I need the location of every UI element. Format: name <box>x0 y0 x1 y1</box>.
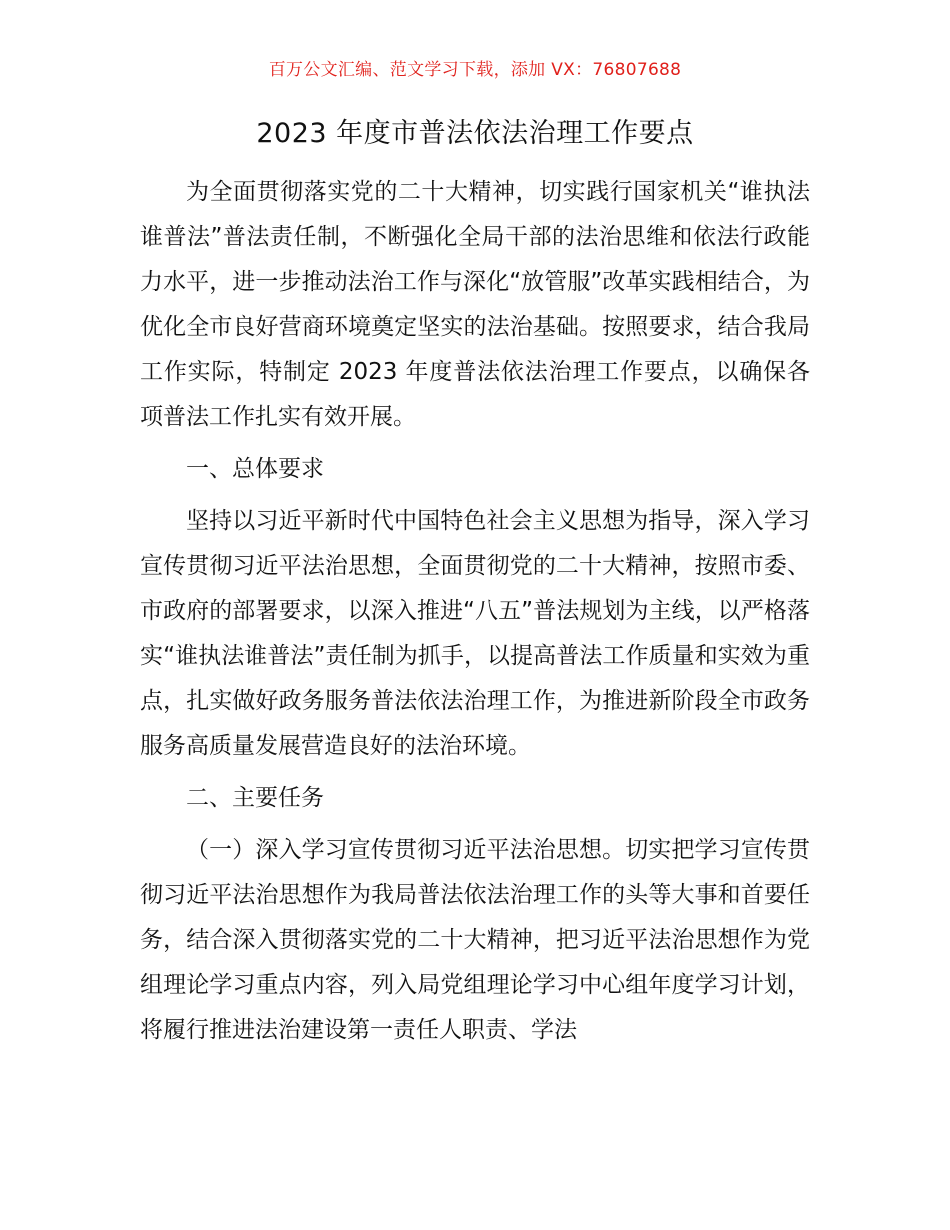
main-tasks-paragraph-1: （一）深入学习宣传贯彻习近平法治思想。切实把学习宣传贯彻习近平法治思想作为我局普法依法治理工作的头等大事和首要任务，结合深入贯彻落实党的二十大精神，把习近平法治思想作为党组理论学习重点内容，列入局党组理论学习中心组年度学习计划，将履行推进法治建设第一责任人职责、学法 <box>140 837 810 1043</box>
section-heading-general-requirements: 一、总体要求 <box>186 456 324 482</box>
document-body <box>140 170 810 1053</box>
header-contact-note: 百万公文汇编、范文学习下载，添加 VX：76807688 <box>268 60 682 80</box>
section-heading-main-tasks: 二、主要任务 <box>186 785 324 811</box>
general-requirements-paragraph: 坚持以习近平新时代中国特色社会主义思想为指导，深入学习宣传贯彻习近平法治思想，全面贯彻党的二十大精神，按照市委、市政府的部署要求，以深入推进“八五”普法规划为主线，以严格落实“谁执法谁普法”责任制为抓手，以提高普法工作质量和实效为重点，扎实做好政务服务普法依法治理工作，为推进新阶段全市政务服务高质量发展营造良好的法治环境。 <box>140 508 810 759</box>
intro-paragraph: 为全面贯彻落实党的二十大精神，切实践行国家机关“谁执法谁普法”普法责任制，不断强化全局干部的法治思维和依法行政能力水平，进一步推动法治工作与深化“放管服”改革实践相结合，为优化全市良好营商环境奠定坚实的法治基础。按照要求，结合我局工作实际，特制定 2023 年度普法依法治理工作要点，以确保各项普法工作扎实有效开展。 <box>140 179 810 430</box>
document-title: 2023 年度市普法依法治理工作要点 <box>256 118 694 149</box>
